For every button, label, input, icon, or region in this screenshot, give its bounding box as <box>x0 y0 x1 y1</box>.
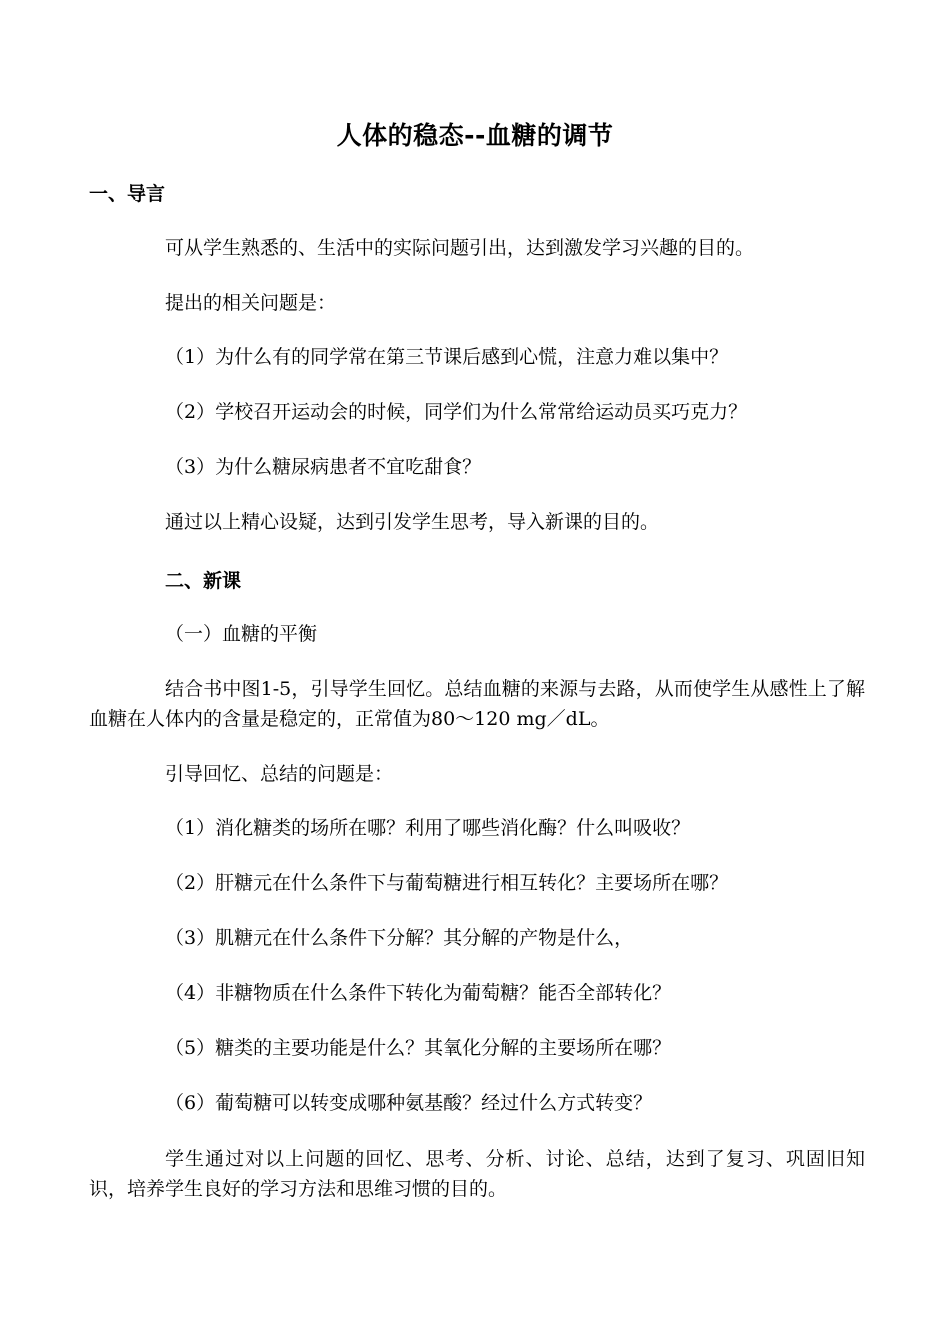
review-question-3: （3）肌糖元在什么条件下分解？其分解的产物是什么， <box>165 927 634 949</box>
intro-question-2: （2）学校召开运动会的时候，同学们为什么常常给运动员买巧克力？ <box>165 401 748 423</box>
review-questions-lead: 引导回忆、总结的问题是： <box>165 763 394 785</box>
review-question-1: （1）消化糖类的场所在哪？利用了哪些消化酶？什么叫吸收？ <box>165 817 691 839</box>
review-conclusion-paragraph: 学生通过对以上问题的回忆、思考、分析、讨论、总结，达到了复习、巩固旧知识，培养学生良好的学习方法和思维习惯的目的。 <box>89 1148 865 1200</box>
review-question-6: （6）葡萄糖可以转变成哪种氨基酸？经过什么方式转变？ <box>165 1092 653 1114</box>
review-question-5: （5）糖类的主要功能是什么？其氧化分解的主要场所在哪？ <box>165 1037 672 1059</box>
intro-questions-lead: 提出的相关问题是： <box>165 292 337 314</box>
subsection-heading-blood-sugar-balance: （一）血糖的平衡 <box>165 623 318 645</box>
blood-sugar-paragraph: 结合书中图1-5，引导学生回忆。总结血糖的来源与去路，从而使学生从感性上了解血糖在人体内的含量是稳定的，正常值为80～120 mg／dL。 <box>89 678 865 730</box>
intro-paragraph: 可从学生熟悉的、生活中的实际问题引出，达到激发学习兴趣的目的。 <box>165 237 755 259</box>
intro-question-3: （3）为什么糖尿病患者不宜吃甜食？ <box>165 456 482 478</box>
document-title: 人体的稳态--血糖的调节 <box>336 121 614 150</box>
review-question-4: （4）非糖物质在什么条件下转化为葡萄糖？能否全部转化？ <box>165 982 672 1004</box>
intro-conclusion: 通过以上精心设疑，达到引发学生思考，导入新课的目的。 <box>165 511 660 533</box>
review-question-2: （2）肝糖元在什么条件下与葡萄糖进行相互转化？主要场所在哪？ <box>165 872 729 894</box>
section-heading-intro: 一、导言 <box>89 183 166 205</box>
intro-question-1: （1）为什么有的同学常在第三节课后感到心慌，注意力难以集中？ <box>165 346 729 368</box>
section-heading-new-lesson: 二、新课 <box>165 570 242 592</box>
